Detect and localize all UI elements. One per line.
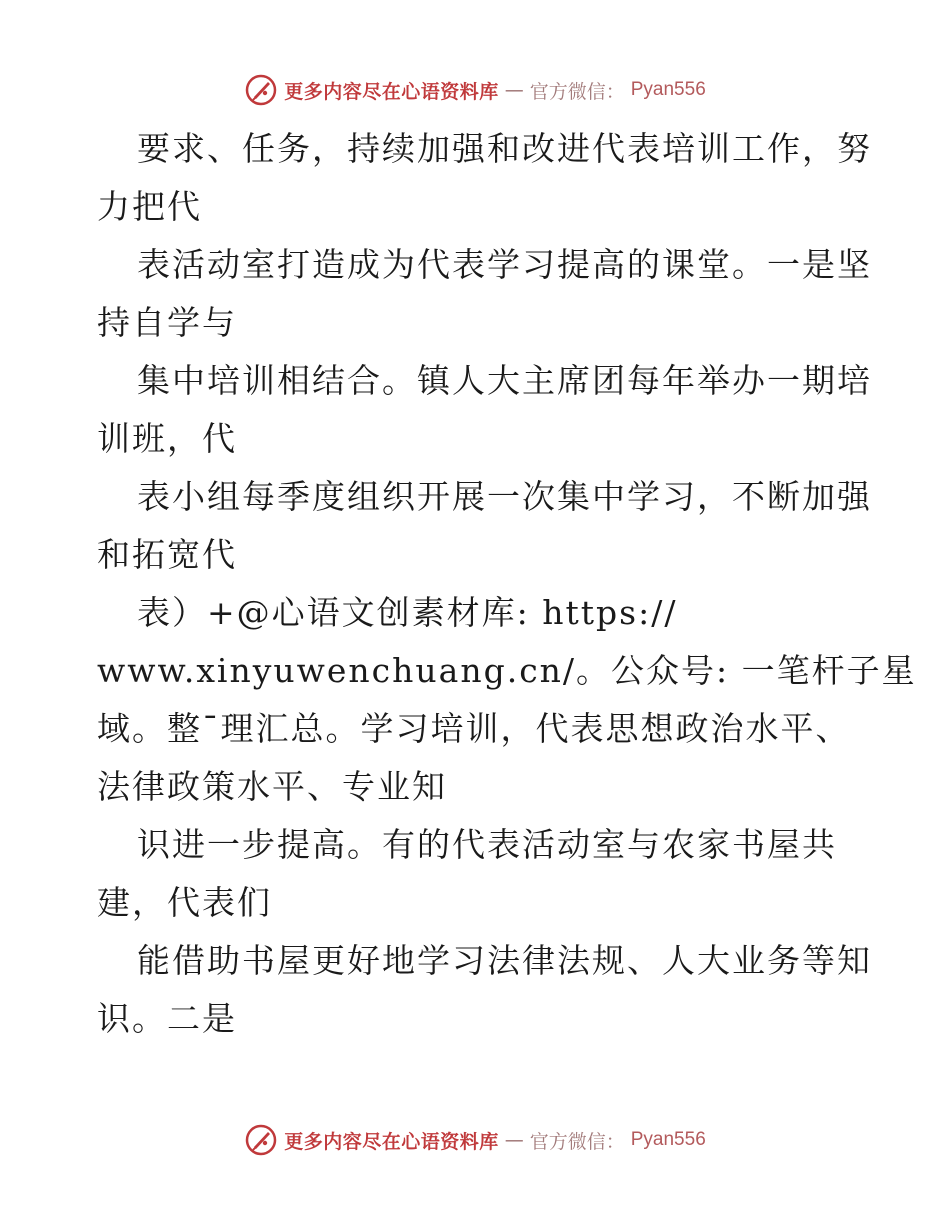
footer-separator: —: [504, 1129, 524, 1151]
header-watermark: [0, 70, 950, 110]
body-line: 力把代: [97, 187, 202, 226]
body-line: 和拓宽代: [97, 535, 237, 574]
body-line: 要求、任务，持续加强和改进代表培训工作，努: [137, 129, 872, 168]
body-line: 表小组每季度组织开展一次集中学习，不断加强: [137, 477, 872, 516]
body-line: 能借助书屋更好地学习法律法规、人大业务等知: [137, 941, 872, 980]
body-line: 表活动室打造成为代表学习提高的课堂。一是坚: [137, 245, 872, 284]
body-line: 识。二是: [97, 999, 237, 1038]
footer-wechat-id: Pyan556: [630, 1129, 706, 1150]
header-separator: —: [504, 79, 524, 101]
body-line: 集中培训相结合。镇人大主席团每年举办一期培: [137, 361, 872, 400]
body-line: 持自学与: [97, 303, 237, 342]
header-wechat-id: Pyan556: [630, 79, 706, 100]
header-brand: 更多内容尽在心语资料库: [284, 80, 499, 103]
quill-seal-icon: [244, 73, 278, 107]
footer-brand: 更多内容尽在心语资料库: [284, 1130, 499, 1153]
footer-wechat-label: 官方微信：: [529, 1130, 625, 1153]
body-line: 表）+@心语文创素材库: https://: [137, 593, 678, 632]
body-line: 建，代表们: [97, 883, 272, 922]
header-wechat-label: 官方微信：: [529, 80, 625, 103]
footer-watermark: [0, 1120, 950, 1160]
document-body: [97, 120, 917, 1048]
body-line: 法律政策水平、专业知: [97, 767, 447, 806]
body-line-url: www.xinyuwenchuang.cn/。公众号: 一笔杆子星: [97, 651, 917, 690]
body-line: 域。整¯理汇总。学习培训，代表思想政治水平、: [97, 709, 851, 748]
quill-seal-icon: [244, 1123, 278, 1157]
body-line: 识进一步提高。有的代表活动室与农家书屋共: [137, 825, 837, 864]
body-line: 训班，代: [97, 419, 237, 458]
